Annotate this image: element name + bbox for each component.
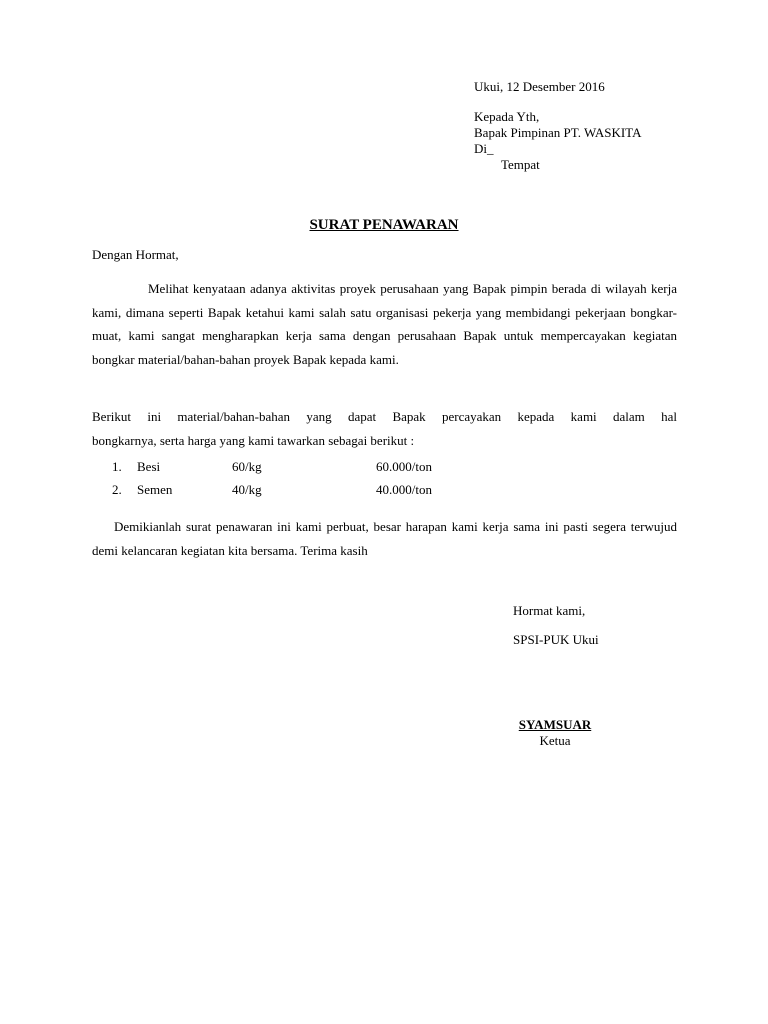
item-number: 2. (112, 482, 122, 497)
item-ton-price: 40.000/ton (376, 482, 432, 497)
item-name: Semen (137, 482, 173, 497)
closing-greeting: Hormat kami, (513, 603, 586, 618)
letter-title: SURAT PENAWARAN (309, 217, 459, 233)
item-name: Besi (137, 459, 161, 474)
closing-organization: SPSI-PUK Ukui (513, 632, 599, 647)
paragraph-offer-intro (92, 405, 677, 452)
salutation: Dengan Hormat, (92, 247, 179, 262)
letter-date: Ukui, 12 Desember 2016 (474, 79, 605, 94)
paragraph-opening-text: Melihat kenyataan adanya aktivitas proyek perusahaan yang Bapak pimpin berada di wilayah kerja kami, dimana seperti Bapak ketahui kami salah satu organisasi pekerja yang membidangi pekerjaan bongkar-muat, kami sangat mengharapkan kerja sama dengan perusahaan Bapak untuk mempercayakan kegiatan bongkar material/bahan-bahan proyek Bapak kepada kami. (92, 281, 677, 367)
paragraph-offer-intro-line-2: bongkarnya, serta harga yang kami tawarkan sebagai berikut : (92, 432, 415, 448)
paragraph-closing (92, 515, 677, 562)
price-list (112, 459, 512, 505)
paragraph-offer-intro-line-1: Berikut ini material/bahan-bahan yang dapat Bapak percayakan kepada kami dalam hal (92, 409, 677, 424)
paragraph-opening (92, 277, 677, 371)
recipient-line-4: Tempat (501, 157, 540, 172)
item-unit-price: 40/kg (232, 482, 262, 497)
signer-name: SYAMSUAR (518, 717, 592, 732)
price-list-item (112, 459, 512, 482)
paragraph-closing-text: Demikianlah surat penawaran ini kami perbuat, besar harapan kami kerja sama ini pasti segera terwujud demi kelancaran kegiatan kita bersama. Terima kasih (92, 519, 677, 558)
closing-block (513, 603, 599, 661)
price-list-item (112, 482, 512, 505)
item-number: 1. (112, 459, 122, 474)
signer-role: Ketua (539, 733, 571, 748)
recipient-line-2: Bapak Pimpinan PT. WASKITA (474, 125, 642, 140)
item-unit-price: 60/kg (232, 459, 262, 474)
recipient-block (474, 109, 641, 173)
recipient-line-1: Kepada Yth, (474, 109, 540, 124)
item-ton-price: 60.000/ton (376, 459, 432, 474)
signature-block (480, 717, 630, 749)
recipient-line-3: Di_ (474, 141, 494, 156)
